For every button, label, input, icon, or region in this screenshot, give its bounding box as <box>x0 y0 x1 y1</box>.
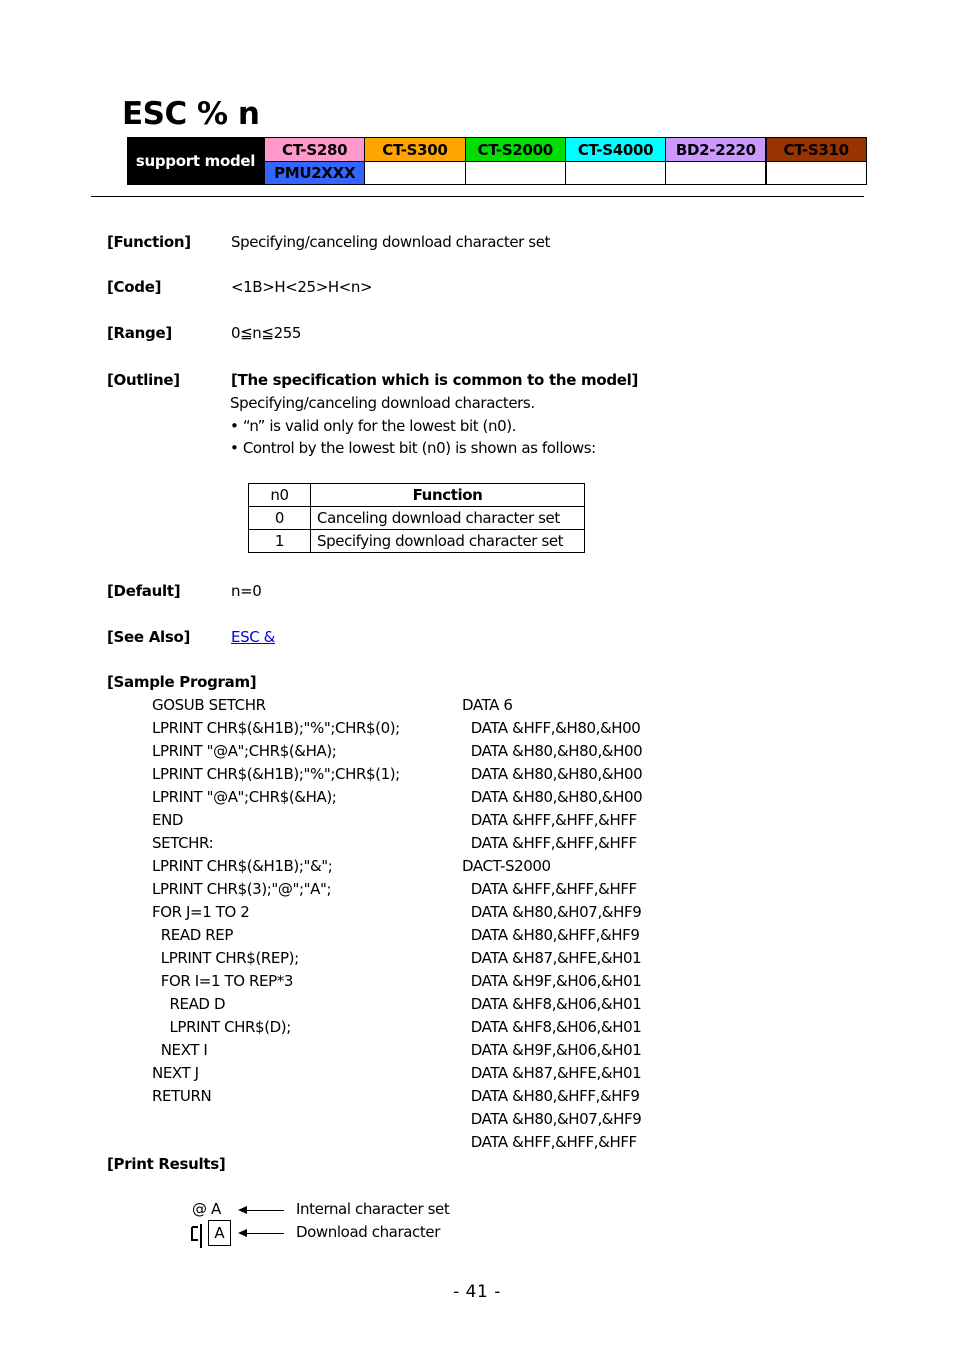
support-model-cell <box>766 161 867 185</box>
download-char-glyph-icon <box>190 1224 204 1250</box>
internal-chars: @ A <box>192 1200 221 1218</box>
support-model-cell: BD2-2220 <box>665 137 766 162</box>
support-model-cell <box>364 161 465 185</box>
range-text: 0≦n≦255 <box>231 324 302 342</box>
code-line: LPRINT CHR$(REP); <box>152 949 299 967</box>
code-line: DATA &HFF,&H80,&H00 <box>462 719 641 737</box>
code-line: NEXT I <box>152 1041 208 1059</box>
code-line: DATA &H9F,&H06,&H01 <box>462 1041 642 1059</box>
table-header-row <box>249 484 585 507</box>
code-line: DATA &H80,&H07,&HF9 <box>462 903 642 921</box>
code-line: DATA &HF8,&H06,&H01 <box>462 995 642 1013</box>
table-row <box>249 507 585 530</box>
table-cell: Specifying download character set <box>311 530 585 553</box>
code-line: LPRINT CHR$(&H1B);"&"; <box>152 857 333 875</box>
function-label: [Function] <box>107 233 191 251</box>
default-label: [Default] <box>107 582 181 600</box>
arrow-icon <box>240 1210 284 1211</box>
code-line: DATA 6 <box>462 696 513 714</box>
support-model-cell: PMU2XXX <box>264 161 365 185</box>
code-text: <1B>H<25>H<n> <box>231 278 373 296</box>
outline-line: • Control by the lowest bit (n0) is shown as follows: <box>230 439 596 457</box>
support-model-cell: CT-S4000 <box>565 137 666 162</box>
support-model-cell: CT-S300 <box>364 137 465 162</box>
code-line: LPRINT CHR$(&H1B);"%";CHR$(0); <box>152 719 400 737</box>
table-cell: 1 <box>249 530 311 553</box>
code-line: LPRINT "@A";CHR$(&HA); <box>152 742 337 760</box>
code-line: DATA &HFF,&HFF,&HFF <box>462 880 637 898</box>
default-text: n=0 <box>231 582 262 600</box>
column-header: n0 <box>249 484 311 507</box>
function-text: Specifying/canceling download character set <box>231 233 551 251</box>
outline-heading: [The specification which is common to the model] <box>231 371 639 389</box>
arrow-icon <box>240 1233 284 1234</box>
see-also-label: [See Also] <box>107 628 191 646</box>
download-char-text: Download character <box>296 1223 440 1241</box>
code-line: NEXT J <box>152 1064 199 1082</box>
divider <box>91 196 864 197</box>
support-model-cell <box>565 161 666 185</box>
code-line: DATA &H80,&H07,&HF9 <box>462 1110 642 1128</box>
table-row <box>249 530 585 553</box>
code-line: DATA &H80,&HFF,&HF9 <box>462 1087 640 1105</box>
code-line: DATA &HFF,&HFF,&HFF <box>462 834 637 852</box>
code-line: FOR I=1 TO REP*3 <box>152 972 293 990</box>
support-model-cell <box>465 161 566 185</box>
code-line: DATA &HFF,&HFF,&HFF <box>462 1133 637 1151</box>
support-model-label: support model <box>127 137 264 185</box>
code-line: DATA &HFF,&HFF,&HFF <box>462 811 637 829</box>
function-table <box>248 483 585 553</box>
sample-code-left <box>152 694 400 1108</box>
code-line: DATA &H87,&HFE,&H01 <box>462 1064 642 1082</box>
code-line: FOR J=1 TO 2 <box>152 903 250 921</box>
support-model-cell: CT-S280 <box>264 137 365 162</box>
code-line: READ REP <box>152 926 233 944</box>
code-line: SETCHR: <box>152 834 214 852</box>
table-cell: Canceling download character set <box>311 507 585 530</box>
code-line: DATA &H87,&HFE,&H01 <box>462 949 642 967</box>
range-label: [Range] <box>107 324 172 342</box>
code-line: LPRINT "@A";CHR$(&HA); <box>152 788 337 806</box>
code-line: DATA &H80,&HFF,&HF9 <box>462 926 640 944</box>
support-model-table <box>127 137 866 185</box>
code-line: LPRINT CHR$(D); <box>152 1018 291 1036</box>
sample-program-label: [Sample Program] <box>107 673 257 691</box>
support-model-cell: CT-S310 <box>766 137 867 162</box>
code-line: RETURN <box>152 1087 212 1105</box>
code-line: END <box>152 811 184 829</box>
table-cell: 0 <box>249 507 311 530</box>
page-number: - 41 - <box>453 1282 501 1302</box>
outline-label: [Outline] <box>107 371 180 389</box>
outline-line: • “n” is valid only for the lowest bit (n0). <box>230 417 517 435</box>
code-line: GOSUB SETCHR <box>152 696 266 714</box>
support-model-cell <box>665 161 766 185</box>
column-header: Function <box>311 484 585 507</box>
code-line: DATA &H9F,&H06,&H01 <box>462 972 642 990</box>
code-line: DATA &H80,&H80,&H00 <box>462 765 643 783</box>
print-results-label: [Print Results] <box>107 1155 226 1173</box>
page-title: ESC % n <box>122 96 260 132</box>
code-label: [Code] <box>107 278 162 296</box>
code-line: DATA &H80,&H80,&H00 <box>462 742 643 760</box>
internal-charset-text: Internal character set <box>296 1200 450 1218</box>
code-line: DATA &HF8,&H06,&H01 <box>462 1018 642 1036</box>
code-line: DACT-S2000 <box>462 857 551 875</box>
code-line: READ D <box>152 995 226 1013</box>
outline-line: Specifying/canceling download characters. <box>230 394 535 412</box>
see-also-link[interactable]: ESC & <box>231 628 275 646</box>
code-line: DATA &H80,&H80,&H00 <box>462 788 643 806</box>
sample-code-right <box>462 694 642 1154</box>
code-line: LPRINT CHR$(3);"@";"A"; <box>152 880 332 898</box>
download-char-box: A <box>208 1220 231 1246</box>
code-line: LPRINT CHR$(&H1B);"%";CHR$(1); <box>152 765 400 783</box>
support-model-cell: CT-S2000 <box>465 137 566 162</box>
